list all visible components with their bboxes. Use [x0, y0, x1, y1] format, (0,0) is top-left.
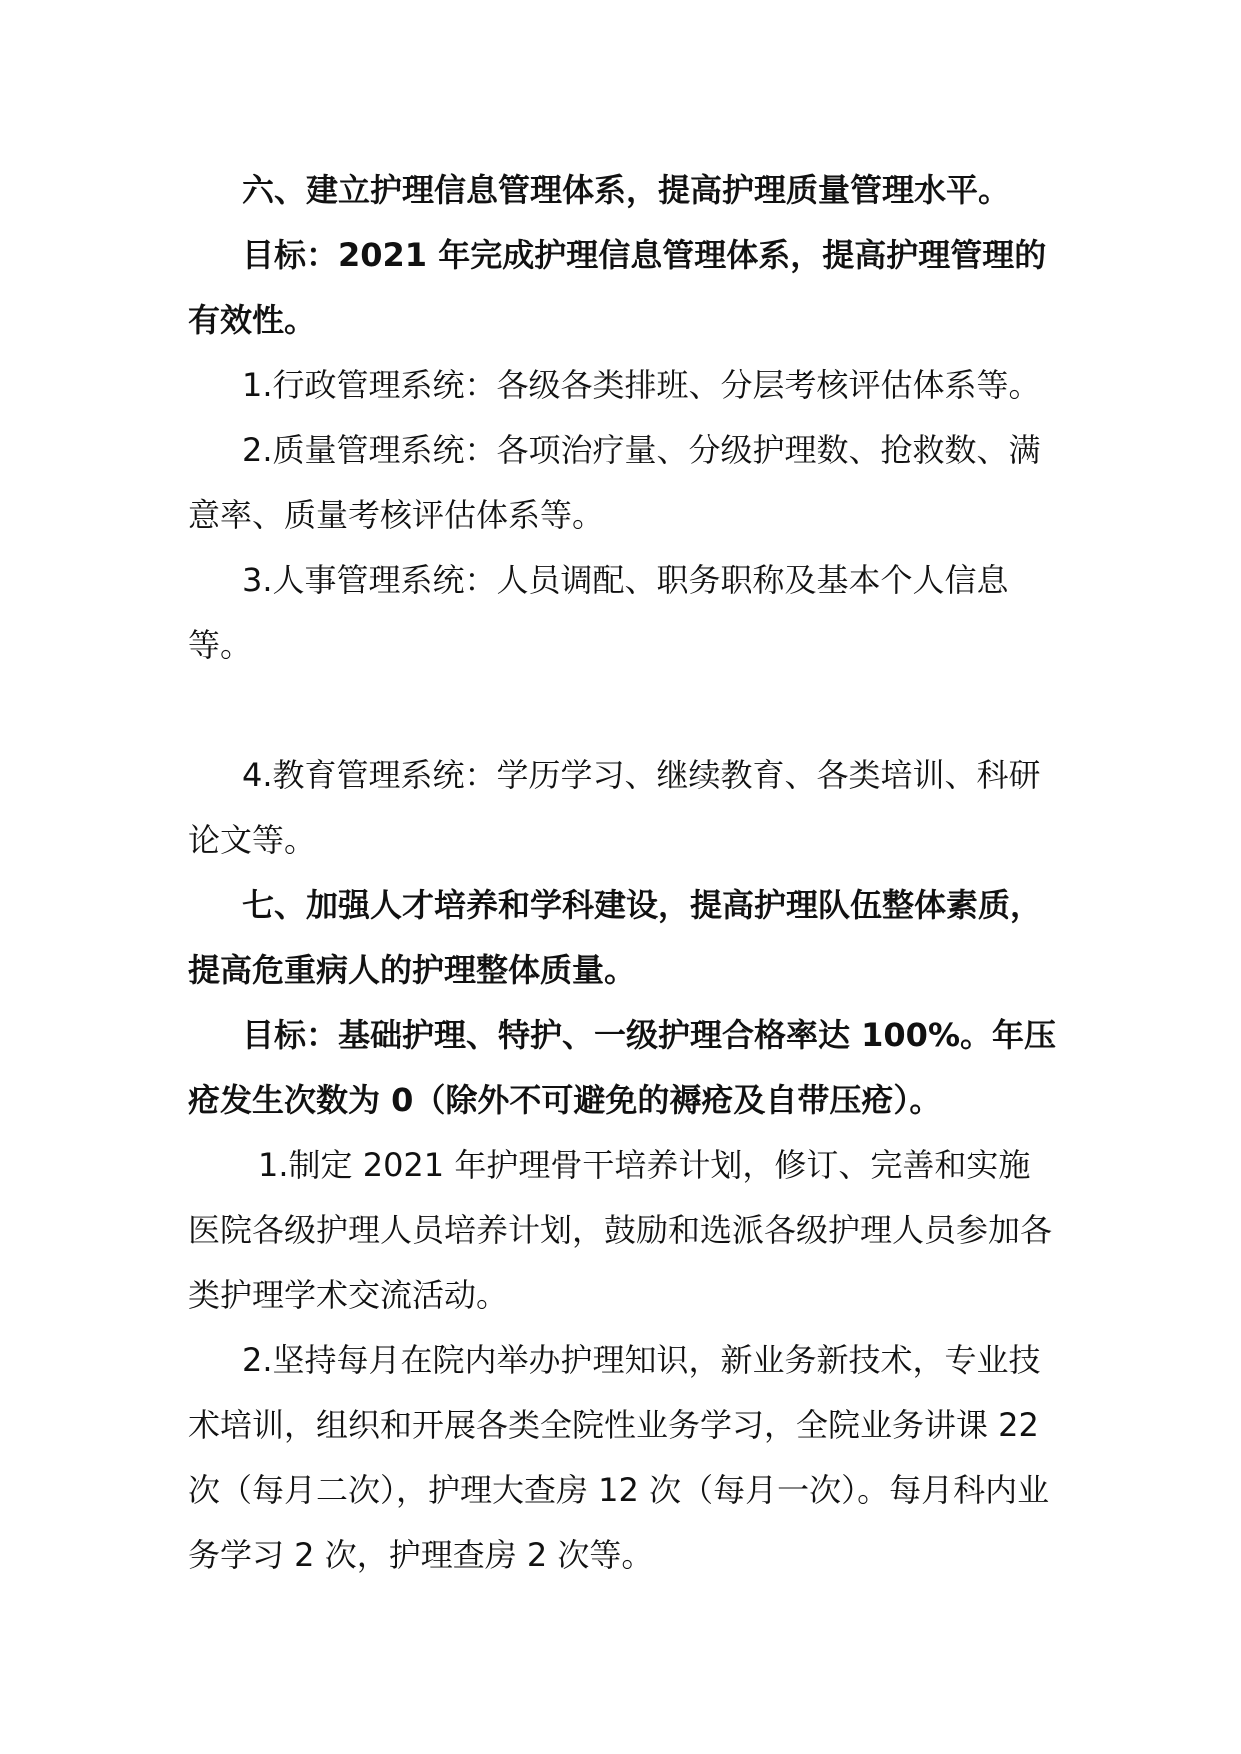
item-monthly-training: 2.坚持每月在院内举办护理知识，新业务新技术，专业技术培训，组织和开展各类全院性业务学习，全院业务讲课 22 次（每月二次），护理大查房 12 次（每月一次）。每月科内业务学习 2 次，护理查房 2 次等。 [188, 1341, 1050, 1574]
blank-line [188, 678, 1058, 743]
section-seven-heading: 七、加强人才培养和学科建设，提高护理队伍整体素质，提高危重病人的护理整体质量。 [188, 886, 1043, 989]
item-education-system: 4.教育管理系统：学历学习、继续教育、各类培训、科研论文等。 [188, 756, 1041, 859]
item-personnel-system: 3.人事管理系统：人员调配、职务职称及基本个人信息等。 [188, 561, 1009, 664]
item-quality-system: 2.质量管理系统：各项治疗量、分级护理数、抢救数、满意率、质量考核评估体系等。 [188, 431, 1041, 534]
document-body [188, 158, 1058, 1588]
section-six-goal: 目标：2021 年完成护理信息管理体系，提高护理管理的有效性。 [188, 236, 1047, 339]
item-training-plan: 1.制定 2021 年护理骨干培养计划，修订、完善和实施医院各级护理人员培养计划，鼓励和选派各级护理人员参加各类护理学术交流活动。 [188, 1146, 1053, 1314]
item-admin-system: 1.行政管理系统：各级各类排班、分层考核评估体系等。 [242, 366, 1041, 404]
section-six-heading: 六、建立护理信息管理体系，提高护理质量管理水平。 [242, 171, 1011, 209]
section-seven-goal: 目标：基础护理、特护、一级护理合格率达 100%。年压疮发生次数为 0（除外不可避免的褥疮及自带压疮）。 [188, 1016, 1057, 1119]
